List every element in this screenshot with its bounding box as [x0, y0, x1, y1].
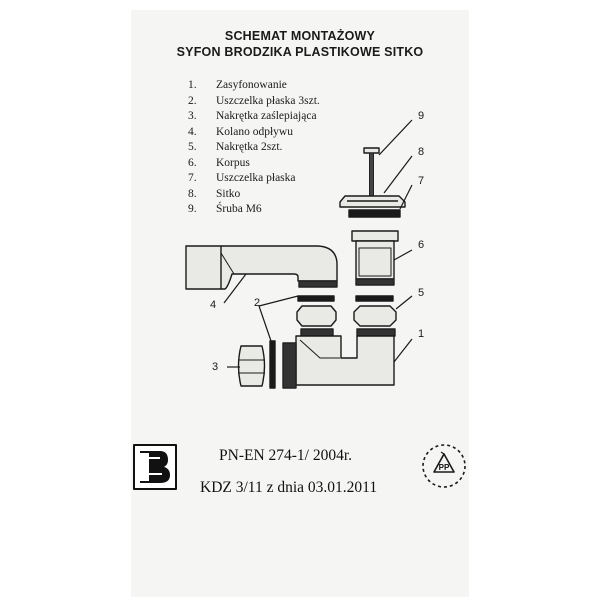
title-line-2: SYFON BRODZIKA PLASTIKOWE SITKO — [176, 45, 424, 59]
legend-number: 2. — [188, 94, 197, 107]
legend-number: 9. — [188, 203, 197, 215]
part-trap — [283, 329, 395, 388]
callout-4: 4 — [210, 299, 217, 311]
legend-number: 5. — [188, 141, 197, 153]
recycling-pp-icon — [423, 445, 465, 487]
legend-number: 3. — [188, 110, 197, 122]
part-nuts — [297, 306, 396, 326]
callout-7: 7 — [418, 175, 425, 187]
legend-number: 6. — [188, 156, 197, 169]
legend-label: Uszczelka płaska 3szt. — [216, 94, 320, 107]
standard-line-1: PN-EN 274-1/ 2004r. — [219, 447, 353, 464]
callout-1: 1 — [418, 328, 425, 340]
legend-number: 1. — [188, 79, 197, 91]
part-body — [352, 231, 398, 285]
legend-label: Sitko — [216, 187, 241, 200]
part-screw-m6 — [364, 148, 379, 196]
title-line-1: SCHEMAT MONTAŻOWY — [224, 29, 376, 43]
standard-line-2: KDZ 3/11 z dnia 03.01.2011 — [200, 479, 378, 496]
recycling-code: PP — [438, 463, 450, 472]
legend-label: Uszczelka płaska — [216, 172, 296, 184]
part-strainer — [340, 196, 405, 207]
legend-label: Nakrętka 2szt. — [216, 141, 283, 153]
legend-label: Zasyfonowanie — [216, 79, 287, 91]
legend-number: 4. — [188, 125, 197, 138]
legend-number: 7. — [188, 172, 197, 184]
callout-2: 2 — [254, 297, 261, 309]
callout-5: 5 — [418, 287, 425, 299]
manufacturer-logo — [134, 445, 176, 489]
callout-9: 9 — [418, 110, 425, 122]
legend-label: Kolano odpływu — [216, 125, 293, 138]
legend-label: Śruba M6 — [216, 203, 262, 215]
part-outlet-elbow — [186, 246, 337, 289]
callout-3: 3 — [212, 361, 219, 373]
legend-label: Korpus — [216, 156, 250, 169]
legend-label: Nakrętka zaślepiająca — [216, 110, 317, 122]
part-blanking-nut — [238, 346, 265, 386]
callout-6: 6 — [418, 239, 425, 251]
legend-number: 8. — [188, 187, 197, 200]
part-flat-gasket-top — [349, 210, 400, 217]
callout-8: 8 — [418, 146, 425, 158]
